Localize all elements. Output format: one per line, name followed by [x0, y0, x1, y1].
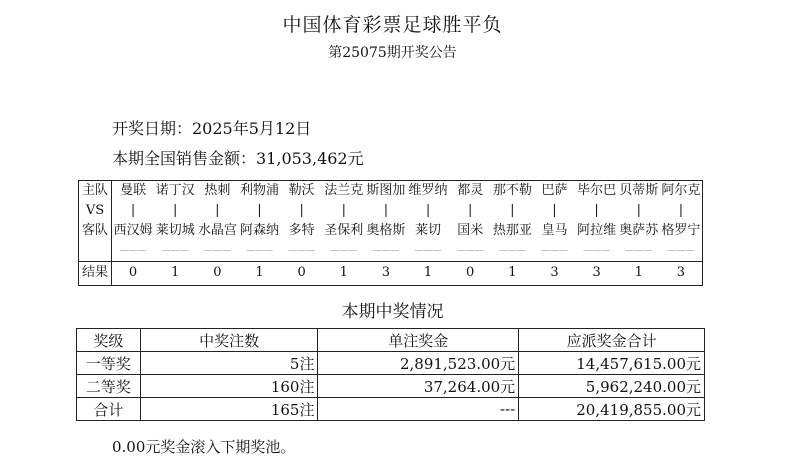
dash-divider: ——— — [540, 246, 568, 256]
prize-total: 14,457,615.00元 — [519, 352, 705, 375]
match-result: 3 — [576, 261, 618, 284]
page-title: 中国体育彩票足球胜平负 — [282, 14, 503, 36]
header-single: 单注奖金 — [318, 329, 519, 352]
match-result: 0 — [281, 261, 323, 284]
table-row — [77, 398, 705, 421]
away-team: 多特 — [288, 223, 315, 238]
vs-divider: | — [468, 203, 473, 218]
match-column — [112, 181, 154, 285]
match-result: 0 — [449, 261, 491, 284]
dash-divider: ——— — [456, 246, 484, 256]
vs-divider: | — [552, 203, 557, 218]
match-result: 3 — [660, 261, 702, 284]
prize-level: 二等奖 — [77, 375, 141, 398]
dash-divider: ——— — [330, 246, 358, 256]
table-row — [77, 352, 705, 375]
prize-count: 5注 — [140, 352, 318, 375]
match-column — [660, 181, 702, 285]
match-column — [154, 181, 196, 285]
issue-subtitle: 第25075期开奖公告 — [328, 45, 457, 61]
match-result: 1 — [154, 261, 196, 284]
vs-divider: | — [594, 203, 599, 218]
match-result: 0 — [196, 261, 238, 284]
match-result: 3 — [365, 261, 407, 284]
away-team: 水晶宫 — [197, 223, 237, 238]
vs-label: VS — [85, 203, 105, 218]
home-team: 都灵 — [457, 183, 484, 198]
home-team: 法兰克 — [324, 183, 364, 198]
match-column — [365, 181, 407, 285]
header-count: 中奖注数 — [140, 329, 318, 352]
prize-table — [76, 328, 705, 421]
header-total: 应派奖金合计 — [519, 329, 705, 352]
vs-divider: | — [510, 203, 515, 218]
spacer — [79, 241, 111, 261]
home-team: 利物浦 — [239, 183, 279, 198]
header-level: 奖级 — [77, 329, 141, 352]
home-team: 曼联 — [120, 183, 147, 198]
prize-single: 2,891,523.00元 — [318, 352, 519, 375]
home-team: 阿尔克 — [661, 183, 701, 198]
match-column — [618, 181, 660, 285]
match-result: 1 — [491, 261, 533, 284]
table-row — [77, 375, 705, 398]
dash-divider: ——— — [625, 246, 653, 256]
home-team: 那不勒 — [492, 183, 532, 198]
prize-single: --- — [318, 398, 519, 421]
match-column — [238, 181, 280, 285]
away-team: 格罗宁 — [661, 223, 701, 238]
prize-level: 一等奖 — [77, 352, 141, 375]
away-team: 奥萨苏 — [619, 223, 659, 238]
match-column — [491, 181, 533, 285]
home-team: 热刺 — [204, 183, 231, 198]
home-team: 勒沃 — [288, 183, 315, 198]
dash-divider: ——— — [161, 246, 189, 256]
dash-divider: ——— — [667, 246, 695, 256]
vs-divider: | — [130, 203, 136, 218]
vs-divider: | — [678, 203, 684, 218]
home-team: 诺丁汉 — [155, 183, 195, 198]
match-column — [576, 181, 618, 285]
rollover-note: 0.00元奖金滚入下期奖池。 — [112, 438, 296, 456]
prize-single: 37,264.00元 — [318, 375, 519, 398]
away-team: 奥格斯 — [366, 223, 406, 238]
prize-table-header — [77, 329, 705, 352]
prize-section-title: 本期中奖情况 — [341, 302, 444, 322]
match-result: 1 — [323, 261, 365, 284]
dash-divider: ——— — [119, 246, 147, 256]
vs-divider: | — [215, 203, 220, 218]
match-column — [281, 181, 323, 285]
home-team: 巴萨 — [541, 183, 568, 198]
home-team: 贝蒂斯 — [619, 183, 659, 198]
prize-count: 165注 — [140, 398, 318, 421]
result-label: 结果 — [79, 261, 111, 284]
away-team: 阿森纳 — [239, 223, 279, 238]
away-team: 莱切城 — [155, 223, 195, 238]
vs-divider: | — [383, 203, 389, 218]
dash-divider: ——— — [372, 246, 400, 256]
dash-divider: ——— — [498, 246, 526, 256]
dash-divider: ——— — [288, 246, 316, 256]
match-result: 0 — [112, 261, 154, 284]
matches-label-column — [79, 181, 112, 285]
home-team: 斯图加 — [366, 183, 406, 198]
match-result: 1 — [238, 261, 280, 284]
away-team: 莱切 — [415, 223, 442, 238]
home-team-label: 主队 — [81, 183, 108, 198]
prize-total: 20,419,855.00元 — [519, 398, 705, 421]
match-result: 3 — [533, 261, 575, 284]
dash-divider: ——— — [245, 246, 273, 256]
dash-divider: ——— — [583, 246, 611, 256]
vs-divider: | — [257, 203, 262, 218]
away-team: 皇马 — [541, 223, 568, 238]
match-column — [407, 181, 449, 285]
vs-divider: | — [425, 203, 431, 218]
matches-table — [78, 180, 703, 286]
prize-count: 160注 — [140, 375, 318, 398]
away-team: 圣保利 — [324, 223, 364, 238]
vs-divider: | — [341, 203, 346, 218]
match-result: 1 — [618, 261, 660, 284]
vs-divider: | — [299, 203, 304, 218]
sales-amount: 本期全国销售金额：31,053,462元 — [112, 149, 364, 168]
vs-divider: | — [173, 203, 178, 218]
match-column — [449, 181, 491, 285]
home-team: 维罗纳 — [408, 183, 448, 198]
away-team: 阿拉维 — [577, 223, 617, 238]
match-column — [323, 181, 365, 285]
match-result: 1 — [407, 261, 449, 284]
vs-divider: | — [636, 203, 641, 218]
away-team: 西汉姆 — [113, 223, 153, 238]
match-column — [533, 181, 575, 285]
away-team: 国米 — [457, 223, 484, 238]
away-team: 热那亚 — [492, 223, 532, 238]
draw-date: 开奖日期：2025年5月12日 — [112, 119, 312, 138]
dash-divider: ——— — [414, 246, 442, 256]
match-column — [196, 181, 238, 285]
home-team: 毕尔巴 — [577, 183, 617, 198]
away-team-label: 客队 — [81, 223, 108, 238]
dash-divider: ——— — [203, 246, 231, 256]
prize-level: 合计 — [77, 398, 141, 421]
prize-total: 5,962,240.00元 — [519, 375, 705, 398]
